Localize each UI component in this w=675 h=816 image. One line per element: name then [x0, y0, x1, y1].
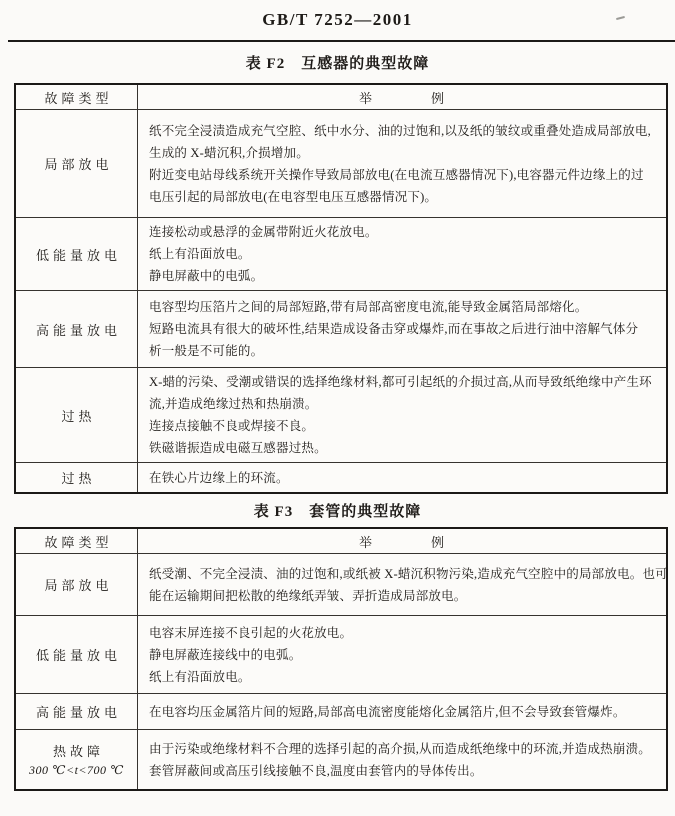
fault-type-label — [16, 730, 138, 789]
example-header-char-right: 例 — [431, 90, 446, 106]
example-cell — [138, 110, 666, 217]
fault-type-label: 局部放电 — [16, 554, 138, 615]
example-column-header — [138, 529, 666, 553]
fault-type-text: 热故障 — [52, 744, 104, 759]
example-cell — [138, 463, 666, 492]
example-header-char-left: 举 — [358, 90, 373, 106]
standard-number: GB/T 7252—2001 — [262, 10, 413, 29]
example-cell — [138, 616, 666, 693]
table-f2-header-row — [16, 85, 666, 109]
example-line: 流,并造成绝缘过热和热崩溃。 — [149, 397, 318, 411]
example-cell — [138, 694, 666, 729]
example-line: 纸上有沿面放电。 — [149, 669, 251, 684]
example-line: 能在运输期间把松散的绝缘纸弄皱、弄折造成局部放电。 — [149, 588, 467, 603]
table-row-high-energy-discharge — [16, 290, 666, 367]
example-column-header — [138, 85, 666, 109]
example-line: 由于污染或绝缘材料不合理的选择引起的高介损,从而造成纸绝缘中的环流,并造成热崩溃。 — [149, 741, 651, 756]
example-line: 电容末屏连接不良引起的火花放电。 — [149, 625, 353, 640]
table-row-low-energy-discharge — [16, 217, 666, 290]
example-header-char-left: 举 — [358, 534, 373, 550]
table-row-high-energy-discharge — [16, 693, 666, 729]
table-f2 — [14, 83, 668, 494]
example-line: 纸受潮、不完全浸渍、油的过饱和,或纸被 X-蜡沉积物污染,造成充气空腔中的局部放电。也可 — [149, 566, 668, 581]
example-cell — [138, 218, 666, 290]
example-line: 连接点接触不良或焊接不良。 — [149, 419, 315, 433]
fault-type-label: 过热 — [16, 463, 138, 492]
example-line: 生成的 X-蜡沉积,介损增加。 — [149, 145, 309, 160]
table-row-overheating — [16, 367, 666, 462]
table-row-thermal-fault — [16, 729, 666, 789]
fault-type-column-header: 故障类型 — [16, 529, 138, 553]
fault-type-label: 低能量放电 — [16, 218, 138, 290]
fault-type-label: 局部放电 — [16, 110, 138, 217]
example-cell — [138, 730, 666, 789]
example-line: 电压引起的局部放电(在电容型电压互感器情况下)。 — [149, 189, 438, 204]
fault-temperature-range: 300 ℃<t<700 ℃ — [29, 763, 124, 777]
fault-type-label: 高能量放电 — [16, 291, 138, 367]
example-line: 在电容均压金属箔片间的短路,局部高电流密度能熔化金属箔片,但不会导致套管爆炸。 — [149, 704, 626, 719]
fault-type-label: 低能量放电 — [16, 616, 138, 693]
example-line: X-蜡的污染、受潮或错误的选择绝缘材料,都可引起纸的介损过高,从而导致纸绝缘中产生环 — [149, 375, 652, 389]
table-f3-title: 表 F3 套管的典型故障 — [253, 504, 422, 520]
example-line: 附近变电站母线系统开关操作导致局部放电(在电流互感器情况下),电容器元件边缘上的过 — [149, 167, 644, 182]
table-row-low-energy-discharge — [16, 615, 666, 693]
example-line: 短路电流具有很大的破坏性,结果造成设备击穿或爆炸,而在事故之后进行油中溶解气体分 — [149, 322, 639, 336]
fault-type-label: 高能量放电 — [16, 694, 138, 729]
table-row-partial-discharge — [16, 109, 666, 217]
example-cell — [138, 554, 674, 615]
example-line: 电容型均压箔片之间的局部短路,带有局部高密度电流,能导致金属箔局部熔化。 — [149, 300, 588, 314]
fault-type-column-header: 故障类型 — [16, 85, 138, 109]
example-cell — [138, 368, 666, 462]
example-line: 连接松动或悬浮的金属带附近火花放电。 — [149, 225, 378, 239]
example-line: 静电屏蔽中的电弧。 — [149, 269, 264, 283]
example-line: 析一般是不可能的。 — [149, 344, 264, 358]
example-line: 静电屏蔽连接线中的电弧。 — [149, 647, 302, 662]
example-line: 纸不完全浸渍造成充气空腔、纸中水分、油的过饱和,以及纸的皱纹或重叠处造成局部放电, — [149, 123, 651, 138]
table-row-overheating-core — [16, 462, 666, 492]
example-line: 铁磁谐振造成电磁互感器过热。 — [149, 441, 327, 455]
header-rule — [8, 40, 675, 42]
table-f3 — [14, 527, 668, 791]
table-row-partial-discharge — [16, 553, 666, 615]
example-line: 纸上有沿面放电。 — [149, 247, 251, 261]
table-f3-header-row — [16, 529, 666, 553]
fault-type-label: 过热 — [16, 368, 138, 462]
example-cell — [138, 291, 666, 367]
table-f2-title: 表 F2 互感器的典型故障 — [245, 56, 430, 72]
example-line: 在铁心片边缘上的环流。 — [149, 470, 289, 485]
example-header-char-right: 例 — [431, 534, 446, 550]
example-line: 套管屏蔽间或高压引线接触不良,温度由套管内的导体传出。 — [149, 763, 483, 778]
